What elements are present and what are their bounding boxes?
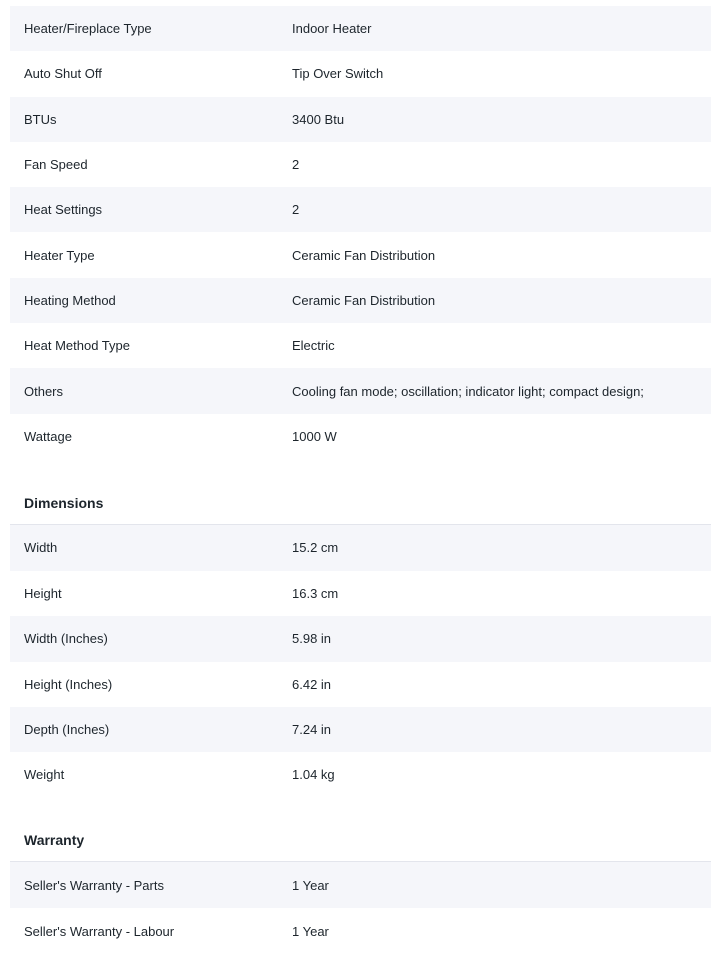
spec-row <box>10 278 711 323</box>
spec-row <box>10 142 711 187</box>
spec-label: Heat Settings <box>24 202 103 218</box>
general-specs-table <box>10 6 711 459</box>
spec-value: 15.2 cm <box>292 540 339 556</box>
spec-value: 5.98 in <box>292 631 332 647</box>
spec-label: Heating Method <box>24 292 116 308</box>
spec-value: 2 <box>292 202 300 218</box>
spec-label: Seller's Warranty - Labour <box>24 923 175 939</box>
spec-row <box>10 187 711 232</box>
spec-label: Auto Shut Off <box>24 66 102 82</box>
warranty-table <box>10 862 711 953</box>
spec-value: Tip Over Switch <box>292 66 384 82</box>
spec-value: 2 <box>292 157 300 173</box>
spec-label: Others <box>24 383 64 399</box>
spec-value: 7.24 in <box>292 722 332 737</box>
spec-value: Cooling fan mode; oscillation; indicator light; compact design; <box>292 383 644 399</box>
spec-label: Weight <box>24 767 65 783</box>
spec-row <box>10 414 711 459</box>
spec-value: 1 Year <box>292 877 329 893</box>
spec-row <box>10 752 711 797</box>
spec-row <box>10 862 711 908</box>
spec-value: 1.04 kg <box>292 767 335 783</box>
spec-row <box>10 525 711 571</box>
dimensions-section <box>10 459 711 797</box>
spec-label: Heater Type <box>24 247 95 263</box>
spec-value: Indoor Heater <box>292 21 372 37</box>
spec-row <box>10 616 711 661</box>
spec-value: Electric <box>292 338 335 354</box>
spec-label: Width (Inches) <box>24 631 108 647</box>
spec-value: 1 Year <box>292 923 329 939</box>
spec-row <box>10 51 711 96</box>
spec-row <box>10 571 711 616</box>
spec-label: Fan Speed <box>24 157 88 173</box>
spec-label: Width <box>24 540 58 556</box>
spec-value: Ceramic Fan Distribution <box>292 292 436 308</box>
spec-label: Height (Inches) <box>24 676 113 692</box>
spec-value: 16.3 cm <box>292 586 339 602</box>
warranty-heading: Warranty <box>10 797 711 862</box>
spec-value: 3400 Btu <box>292 111 345 127</box>
spec-row <box>10 97 711 142</box>
spec-row <box>10 707 711 752</box>
spec-label: Height <box>24 586 62 602</box>
spec-row <box>10 232 711 277</box>
spec-value: Ceramic Fan Distribution <box>292 247 436 263</box>
dimensions-heading: Dimensions <box>10 459 711 525</box>
spec-row <box>10 6 711 51</box>
spec-label: Heater/Fireplace Type <box>24 21 152 37</box>
spec-row <box>10 662 711 707</box>
spec-label: Depth (Inches) <box>24 722 110 737</box>
spec-row <box>10 908 711 953</box>
spec-label: Seller's Warranty - Parts <box>24 877 164 893</box>
spec-value: 6.42 in <box>292 676 332 692</box>
warranty-section <box>10 797 711 953</box>
spec-value: 1000 W <box>292 428 337 444</box>
dimensions-table <box>10 525 711 797</box>
spec-row <box>10 323 711 368</box>
spec-label: Wattage <box>24 428 72 444</box>
spec-label: BTUs <box>24 111 57 127</box>
spec-row <box>10 368 711 413</box>
spec-label: Heat Method Type <box>24 338 130 354</box>
